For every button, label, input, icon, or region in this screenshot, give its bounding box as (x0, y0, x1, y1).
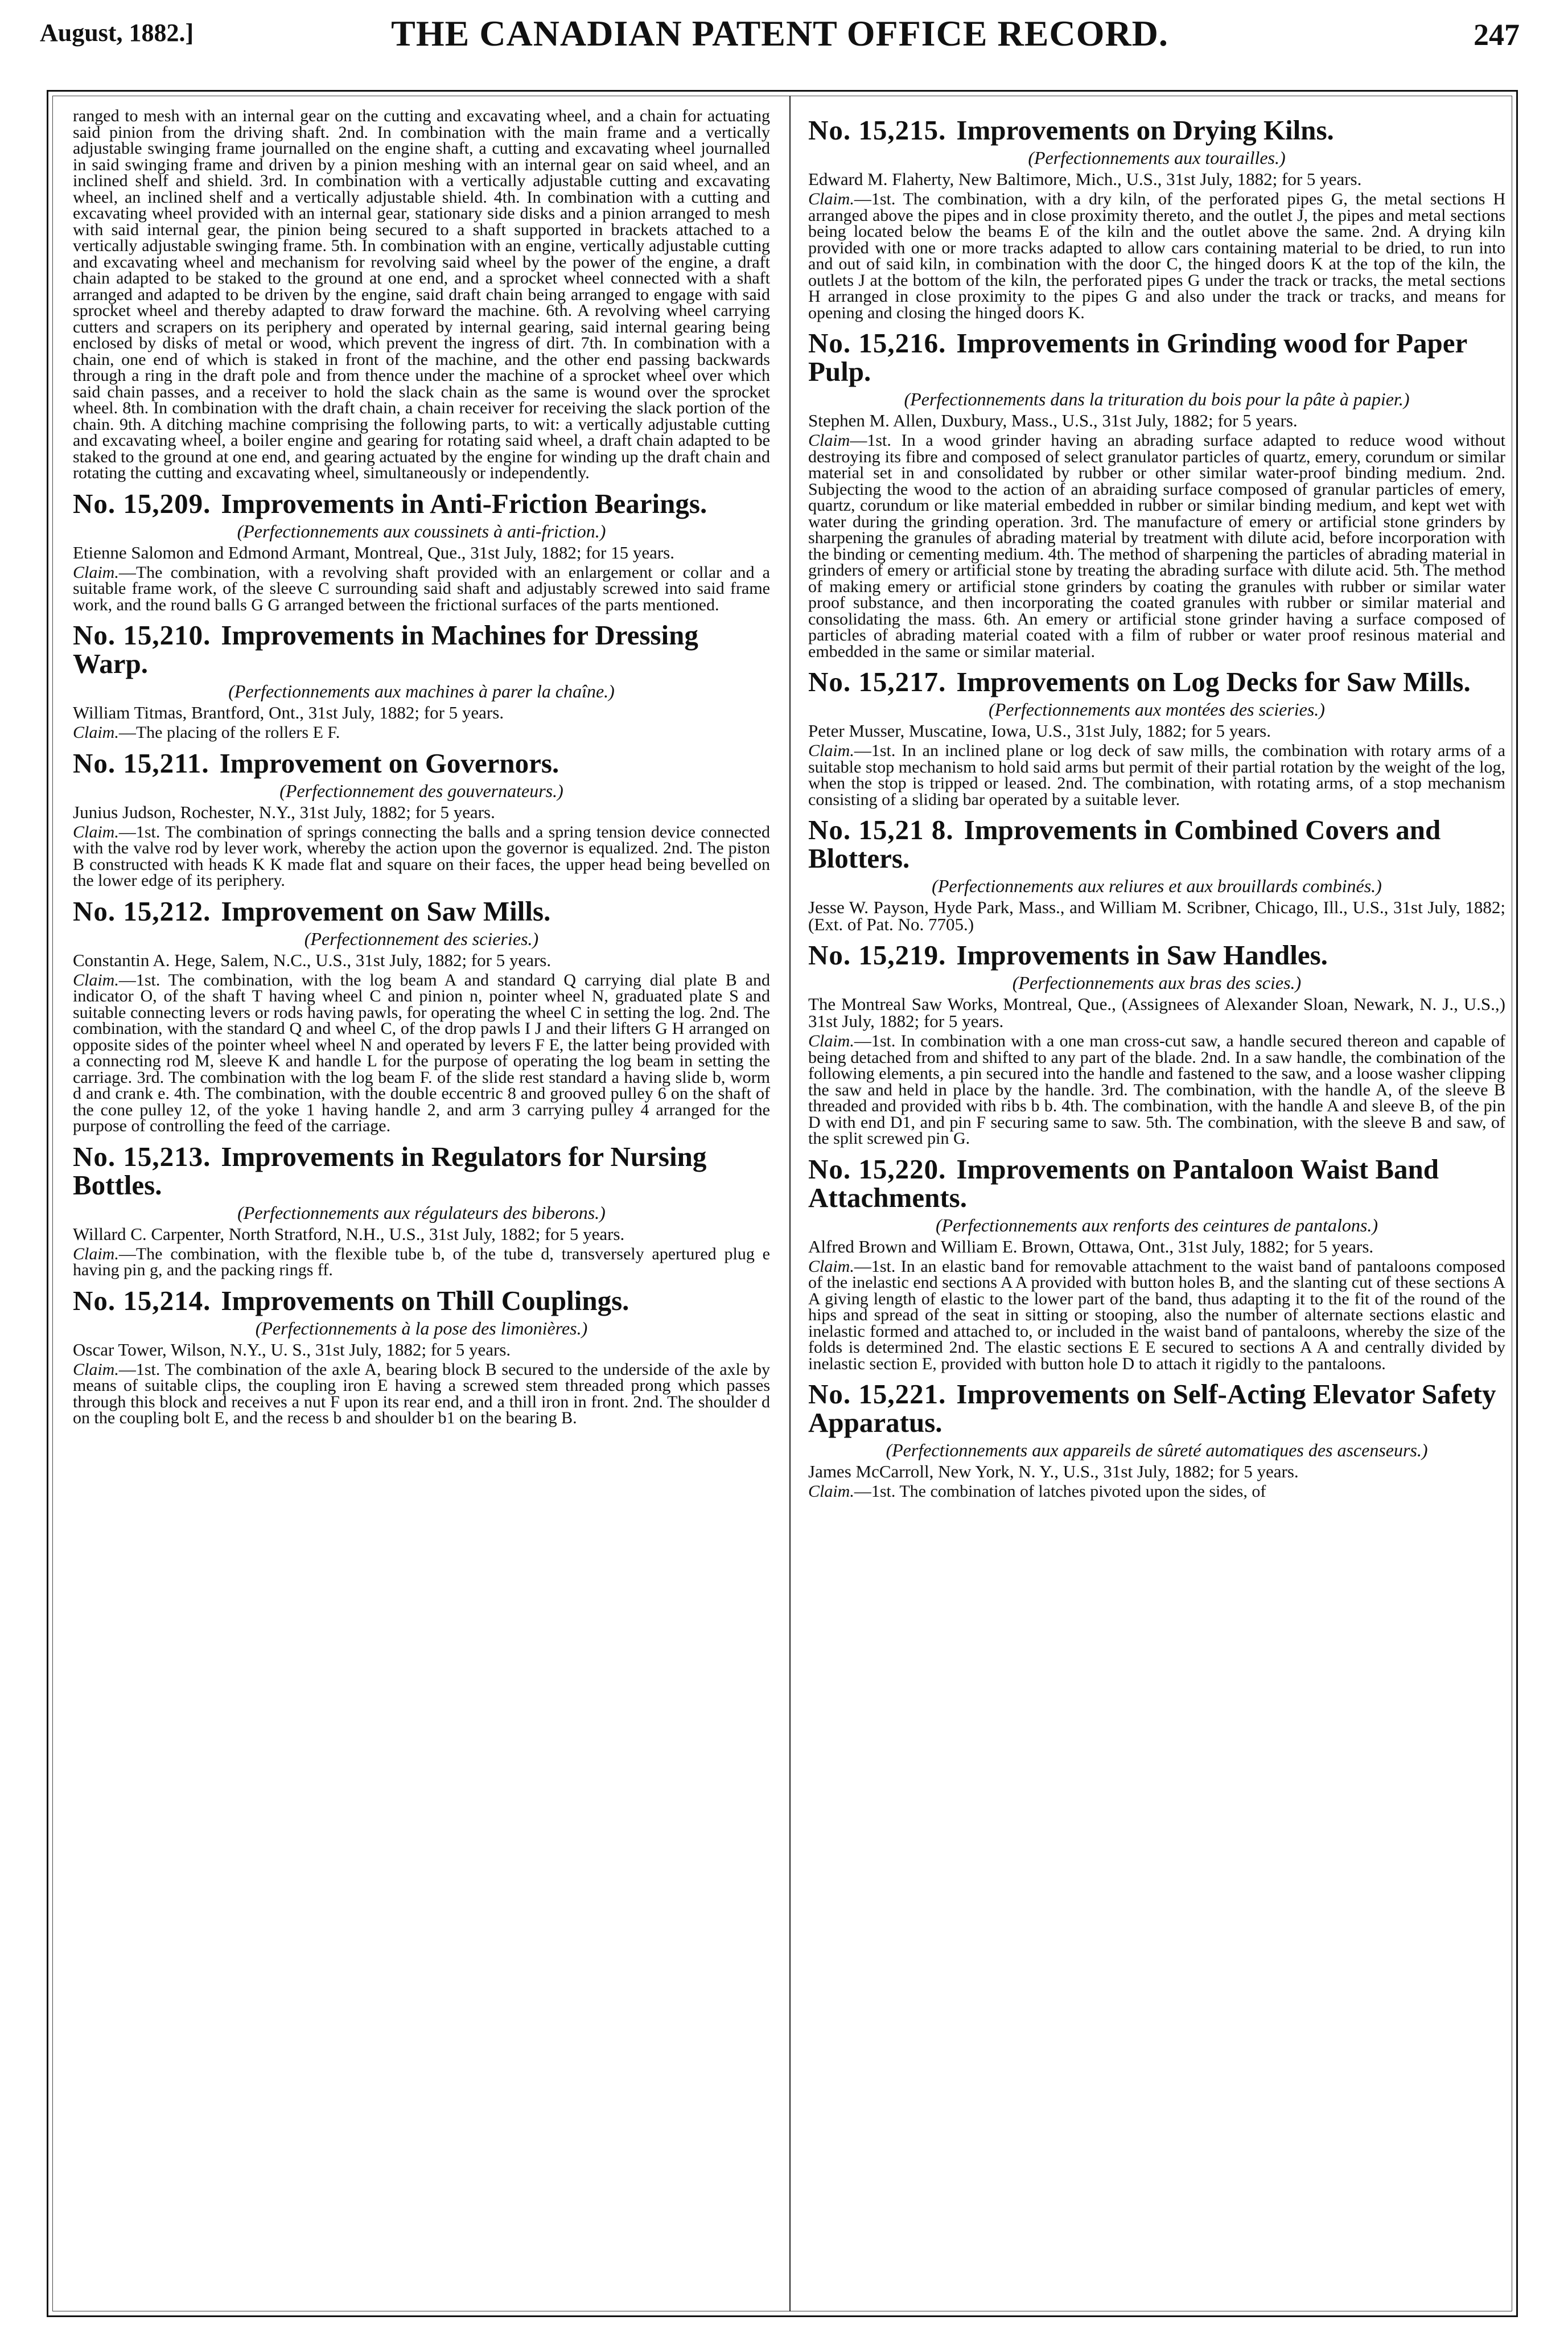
page-header (40, 13, 1520, 64)
claim-body: —1st. In an inclined plane or log deck of saw mills, the combination with rotary arms of a suitable stop mechanism to hold said arms but permit of their partial rotation by the weight of the log, when the stop is tripped or leased. 2nd. The combination, with rotating arms, of a stop mechanism consisting of a sliding bar operated by a suitable lever. (808, 741, 1505, 809)
claim-label: Claim. (73, 1360, 119, 1379)
patent-title: Improvements in Machines for Dressing Warp. (73, 619, 698, 679)
french-title: (Perfectionnements à la pose des limonières.) (255, 1317, 588, 1338)
patentee-info: Jesse W. Payson, Hyde Park, Mass., and William M. Scribner, Chicago, Ill., U.S., 31st July, 1882; (Ext. of Pat. No. 7705.) (808, 897, 1505, 934)
french-title: (Perfectionnements aux appareils de sûreté automatiques des ascenseurs.) (886, 1440, 1428, 1460)
patent-entry (808, 1380, 1505, 1500)
french-title: (Perfectionnements aux reliures et aux brouillards combinés.) (932, 876, 1382, 896)
patent-number: No. 15,221. (808, 1378, 946, 1410)
patentee-info: Willard C. Carpenter, North Stratford, N.H., U.S., 31st July, 1882; for 5 years. (73, 1223, 625, 1244)
patent-heading (73, 1284, 770, 1316)
claim-text (73, 725, 770, 741)
patent-number: No. 15,215. (808, 114, 946, 146)
patent-heading (808, 816, 1505, 873)
left-column (73, 108, 770, 1427)
claim-text (808, 433, 1505, 660)
french-title: (Perfectionnements aux régulateurs des biberons.) (237, 1202, 606, 1223)
patent-title: Improvements in Anti-Friction Bearings. (221, 487, 707, 519)
claim-body: —The combination, with the flexible tube b, of the tube d, transversely apertured plug e having pin g, and the packing rings ff. (73, 1244, 770, 1279)
patent-number: No. 15,21 8. (808, 814, 954, 845)
claim-label: Claim. (73, 822, 119, 841)
french-title: (Perfectionnements aux bras des scies.) (1012, 972, 1302, 993)
patent-number: No. 15,217. (808, 666, 946, 697)
patent-number: No. 15,213. (73, 1140, 211, 1172)
patent-number: No. 15,209. (73, 487, 211, 519)
claim-label: Claim. (73, 723, 119, 742)
patent-title: Improvements in Regulators for Nursing Bottles. (73, 1140, 707, 1201)
right-column (808, 108, 1505, 1500)
patent-number: No. 15,212. (73, 895, 211, 927)
claim-text (808, 1033, 1505, 1147)
claim-label: Claim. (808, 190, 854, 208)
patent-heading (808, 329, 1505, 386)
french-title: (Perfectionnements aux montées des scieries.) (989, 699, 1325, 720)
right-entries (808, 116, 1505, 1500)
patentee-info: Etienne Salomon and Edmond Armant, Montreal, Que., 31st July, 1882; for 15 years. (73, 542, 674, 562)
patent-title: Improvements on Log Decks for Saw Mills. (956, 666, 1471, 697)
patent-entry (808, 816, 1505, 933)
patent-entry (808, 1155, 1505, 1373)
patent-title: Improvements on Self-Acting Elevator Safety Apparatus. (808, 1378, 1496, 1438)
french-title: (Perfectionnements aux renforts des ceintures de pantalons.) (935, 1214, 1378, 1235)
patentee-info: Peter Musser, Muscatine, Iowa, U.S., 31st July, 1882; for 5 years. (808, 721, 1271, 741)
continued-claim-text: ranged to mesh with an internal gear on the cutting and excavating wheel, and a chain for actuating said pinion from the driving shaft. 2nd. In combination with the main frame and a vertically adjustable swinging frame journalled on the engine shaft, a cutting and excavating wheel journalled in said swinging frame and driven by a pinion meshing with an internal gear on said wheel, and an inclined shelf and shield. 3rd. In combination with a vertically adjustable cutting and excavating wheel, an inclined shelf and a vertically adjustable shield. 4th. In combination with a cutting and excavating wheel provided with an internal gear, stationary side disks and a pinion arranged to mesh with said internal gear, the pinion being secured to a shaft supported in brackets attached to a vertically adjustable swinging frame. 5th. In combination with an engine, vertically adjustable cutting and excavating wheel and mechanism for revolving said wheel by the power of the engine, a draft chain adapted to be staked to the ground at one end, and a sprocket wheel connected with a shaft arranged and adapted to be driven by the engine, said draft chain being arranged to engage with said sprocket wheel and thereby adapted to draw forward the machine. 6th. A revolving wheel carrying cutters and scrapers on its periphery and operated by internal gearing, said internal gearing being enclosed by disks of metal or wood, which prevent the ingress of dirt. 7th. In combination with a chain, one end of which is staked in front of the machine, and the other end passing backwards through a ring in the draft pole and from thence under the machine of a sprocket wheel over which said chain passes, and a receiver to hold the slack chain as the same is wound over the sprocket wheel. 8th. In combination with the draft chain, a chain receiver for receiving the slack portion of the chain. 9th. A ditching machine comprising the following parts, to wit: a vertically adjustable cutting and excavating wheel, a boiler engine and gearing for rotating said wheel, a draft chain adapted to be staked to the ground at one end, and gearing actuated by the engine for winding up the draft chain and rotating the cutting and excavating wheel, simultaneously or independently. (73, 106, 770, 482)
column-divider (789, 96, 791, 2311)
patent-number: No. 15,211. (73, 747, 209, 779)
patent-entry (73, 749, 770, 889)
claim-label: Claim (808, 431, 850, 450)
french-title: (Perfectionnement des gouvernateurs.) (279, 780, 563, 801)
claim-label: Claim. (73, 562, 119, 582)
patent-number: No. 15,216. (808, 327, 946, 359)
patentee-info: The Montreal Saw Works, Montreal, Que., (Assignees of Alexander Sloan, Newark, N. J., U.S.,) 31st July, 1882; for 5 years. (808, 994, 1505, 1031)
french-title: (Perfectionnements dans la trituration du bois pour la pâte à papier.) (904, 389, 1410, 409)
patent-number: No. 15,219. (808, 939, 946, 971)
claim-body: —1st. The combination, with the log beam A and standard Q carrying dial plate B and indicator O, of the shaft T having wheel C and pinion n, pointer wheel N, graduated plate S and suitable connecting levers or rods having pawls, for operating the wheel C in setting the log. 2nd. The combination, with the standard Q and wheel C, of the drop pawls I J and their lifters G H arranged on opposite sides of the pointer wheel wheel N and operated by levers F E, the latter being provided with a connecting rod M, sleeve K and handle L for the purpose of operating the log beam in setting the carriage. 3rd. The combination with the log beam F. of the slide rest standard a having slide b, worm d and crank e. 4th. The combination, with the double eccentric 8 and grooved pulley 6 on the shaft of the cone pulley 12, of the yoke 1 having handle 2, and arm 3 carrying pulley 4 arranged for the purpose of controlling the feed of the carriage. (73, 970, 770, 1135)
claim-body: —1st. In a wood grinder having an abrading surface adapted to reduce wood without destroying its fibre and composed of select granulator particles of quartz, emery, corundum or similar material set in and consolidated by rubber or other similar water-proof binding medium. 2nd. Subjecting the wood to the action of an abraiding surface composed of granular particles of emery, quartz, corundum or like material embedded in rubber or similar binding medium, and kept wet with water during the grinding operation. 3rd. The manufacture of emery or artificial stone grinders by sharpening the granules of abrading material by treatment with dilute acid, before incorporation with the binding or cementing medium. 4th. The method of sharpening the particles of abrading material in grinders of emery or artificial stone by treating the abrading surface with dilute acid. 5th. The method of making emery or artificial stone grinders by coating the granules with rubber or similar water proof substance, and then incorporating the coated granules with rubber or similar material and consolidating the mass. 6th. An emery or artificial stone grinder having a surface composed of particles of abrading material coated with a film of rubber or water proof resinous material and embedded in the same or similar material. (808, 431, 1505, 661)
patent-title: Improvements in Saw Handles. (956, 939, 1328, 971)
claim-text (808, 191, 1505, 321)
claim-label: Claim. (808, 741, 854, 760)
publication-title: THE CANADIAN PATENT OFFICE RECORD. (391, 13, 1168, 54)
patentee-info: James McCarroll, New York, N. Y., U.S., 31st July, 1882; for 5 years. (808, 1461, 1299, 1481)
patentee-info: Constantin A. Hege, Salem, N.C., U.S., 31st July, 1882; for 5 years. (73, 950, 552, 970)
claim-body: —1st. The combination, with a dry kiln, of the perforated pipes G, the metal sections H arranged above the pipes and in close proximity thereto, and the outlet J, the pipes and metal sections being located below the beams E of the kiln and the outlet above the same. 2nd. A drying kiln provided with one or more tracks adapted to allow cars containing material to be dried, to run into and out of said kiln, in combination with the door C, the hinged doors K at the top of the kiln, the outlets J at the bottom of the kiln, the perforated pipes G under the track or tracks, the metal sections H arranged in close proximity to the pipes G and also under the track or tracks, and means for opening and closing the hinged doors K. (808, 190, 1505, 322)
patent-entry (808, 668, 1505, 808)
french-title: (Perfectionnements aux coussinets à anti-friction.) (237, 520, 606, 541)
claim-body: —1st. In an elastic band for removable attachment to the waist band of pantaloons composed of the inelastic end sections A A provided with button holes B, and the slanting cut of these sections A A giving length of elastic to the lower part of the band, thus adapting it to the fit of the round of the hips and spread of the seat in sitting or stooping, also the number of alternate sections elastic and inelastic formed and attached to, or included in the waist band of pantaloons, whereby the size of the folds is determined 2nd. The elastic sections E E secured to sections A A and centrally divided by inelastic section E, provided with button hole D to attach it rigidly to the pantaloons. (808, 1256, 1505, 1373)
patent-title: Improvements in Grinding wood for Paper Pulp. (808, 327, 1467, 387)
patent-title: Improvements on Drying Kilns. (956, 114, 1334, 146)
claim-body: —1st. In combination with a one man cross-cut saw, a handle secured thereon and capable of being detached from and shifted to any part of the blade. 2nd. In a saw handle, the combination of the following elements, a pin secured into the handle and fastened to the saw, and a loose washer clipping the saw and held in place by the handle. 3rd. The combination, with the handle A, of the sleeve B threaded and provided with ribs b b. 4th. The combination, with the handle A and sleeve B, of the pin D with end D1, and pin F securing same to saw. 5th. The combination, with the sleeve B and saw, of the split screwed pin G. (808, 1032, 1505, 1148)
left-entries (73, 487, 770, 1427)
claim-body: —1st. The combination of springs connecting the balls and a spring tension device connected with the valve rod by lever work, whereby the action upon the governor is equalized. 2nd. The piston B constructed with heads K K made flat and square on their faces, the upper head being bevelled on the lower edge of its periphery. (73, 822, 770, 890)
patent-number: No. 15,220. (808, 1153, 946, 1185)
claim-label: Claim. (808, 1032, 854, 1050)
claim-text (73, 562, 770, 614)
patentee-info: Oscar Tower, Wilson, N.Y., U. S., 31st July, 1882; for 5 years. (73, 1339, 511, 1360)
claim-body: —The placing of the rollers E F. (118, 723, 340, 742)
claim-text (73, 972, 770, 1135)
french-title: (Perfectionnement des scieries.) (304, 928, 539, 949)
patent-heading (73, 897, 770, 926)
patent-title: Improvement on Governors. (219, 747, 559, 779)
issue-date: August, 1882.] (40, 19, 194, 47)
patent-entry (808, 116, 1505, 321)
claim-label: Claim. (73, 1244, 119, 1263)
claim-label: Claim. (73, 970, 119, 989)
claim-label: Claim. (808, 1482, 854, 1501)
page-number: 247 (1474, 18, 1520, 52)
claim-body: —The combination, with a revolving shaft provided with an enlargement or collar and a suitable frame work, of the sleeve C surrounding said shaft and adjustably screwed into said frame work, and the round balls G G arranged between the frictional surfaces of the parts mentioned. (73, 562, 770, 614)
patent-heading (808, 668, 1505, 696)
patent-heading (73, 487, 770, 519)
french-title: (Perfectionnements aux tourailles.) (1028, 147, 1286, 168)
patent-heading (73, 749, 770, 778)
patent-title: Improvements on Pantaloon Waist Band Attachments. (808, 1153, 1439, 1213)
patent-number: No. 15,214. (73, 1284, 211, 1316)
patent-heading (73, 621, 770, 678)
patentee-info: Alfred Brown and William E. Brown, Ottawa, Ont., 31st July, 1882; for 5 years. (808, 1236, 1374, 1256)
patent-entry (808, 941, 1505, 1147)
claim-text (808, 1484, 1505, 1500)
claim-body: —1st. The combination of latches pivoted upon the sides, of (854, 1482, 1266, 1501)
patent-entry (808, 329, 1505, 660)
patent-number: No. 15,210. (73, 619, 211, 651)
patent-heading (73, 1140, 770, 1201)
patent-heading (808, 1380, 1505, 1437)
patent-entry (73, 1284, 770, 1427)
patent-entry (73, 1140, 770, 1279)
patent-title: Improvement on Saw Mills. (221, 895, 551, 927)
french-title: (Perfectionnements aux machines à parer la chaîne.) (228, 681, 615, 701)
patentee-info: Stephen M. Allen, Duxbury, Mass., U.S., 31st July, 1882; for 5 years. (808, 410, 1298, 430)
claim-text (73, 824, 770, 889)
patent-heading (808, 116, 1505, 145)
patent-heading (808, 1155, 1505, 1212)
claim-text (73, 1246, 770, 1279)
patent-entry (73, 487, 770, 614)
patentee-info: Junius Judson, Rochester, N.Y., 31st July, 1882; for 5 years. (73, 802, 495, 822)
claim-text (808, 1256, 1505, 1373)
patent-entry (73, 621, 770, 741)
claim-text (73, 1362, 770, 1427)
patent-title: Improvements in Combined Covers and Blotters. (808, 814, 1441, 874)
patent-heading (808, 941, 1505, 970)
patent-entry (73, 897, 770, 1135)
claim-body: —1st. The combination of the axle A, bearing block B secured to the underside of the axle by means of suitable clips, the coupling iron E having a screwed stem threaded prong which passes through this block and receives a nut F upon its rear end, and a thill iron in front. 2nd. The shoulder d on the coupling bolt E, and the recess b and shoulder b1 on the bearing B. (73, 1360, 770, 1427)
patent-title: Improvements on Thill Couplings. (221, 1284, 629, 1316)
claim-text (808, 743, 1505, 808)
claim-label: Claim. (808, 1256, 854, 1276)
patentee-info: Edward M. Flaherty, New Baltimore, Mich., U.S., 31st July, 1882; for 5 years. (808, 169, 1362, 189)
patentee-info: William Titmas, Brantford, Ont., 31st July, 1882; for 5 years. (73, 703, 504, 722)
